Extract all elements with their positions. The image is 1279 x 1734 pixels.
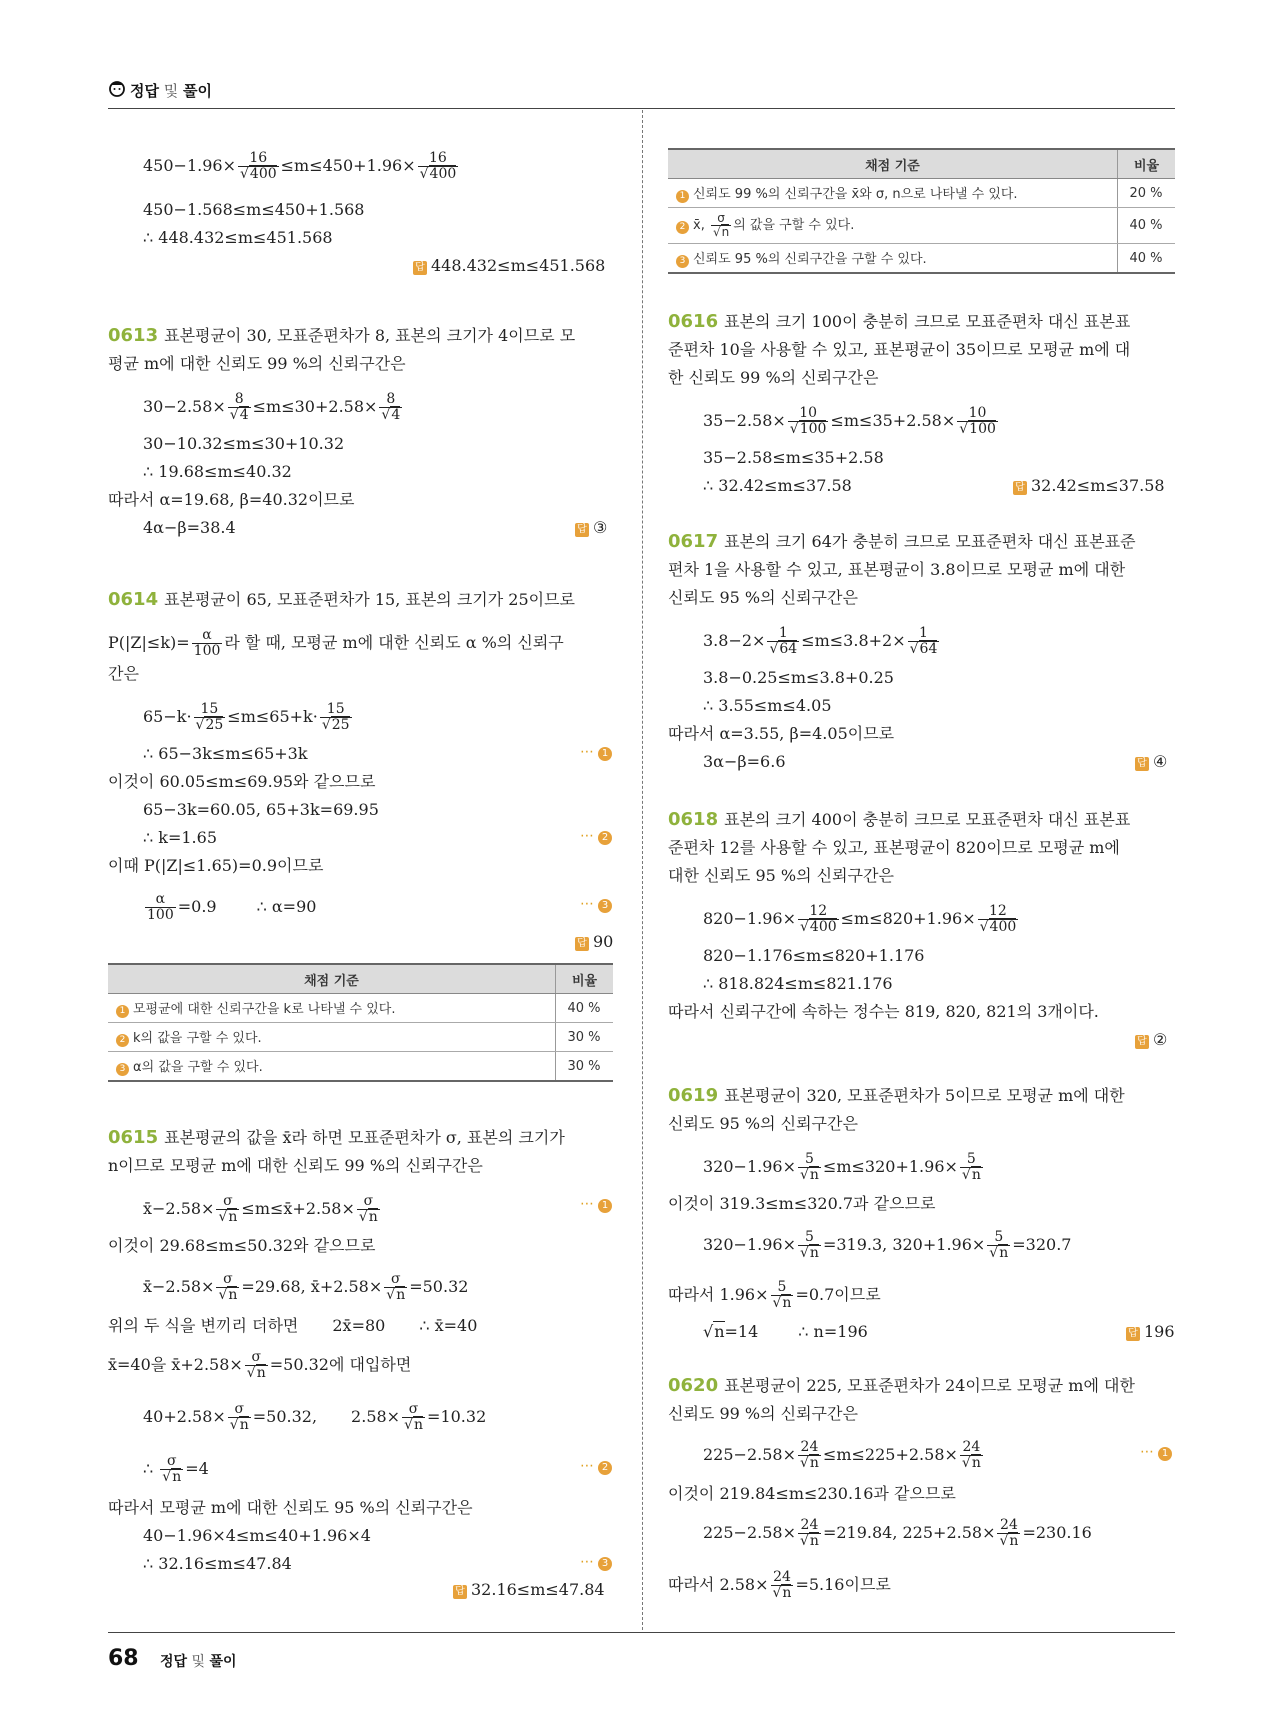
footer-rule [108,1632,1175,1633]
problem-text: 준편차 10을 사용할 수 있고, 표본평균이 35이므로 모평균 m에 대 [668,340,1131,359]
problem-number: 0614 [108,589,159,610]
answer: 답 90 [575,932,613,951]
problem-text: 한 신뢰도 99 %의 신뢰구간은 [668,368,879,387]
problem-text: 따라서 α=19.68, β=40.32이므로 [108,490,355,509]
equation: 3.8−2× $\frac{1}{√64}$ ≤m≤3.8+2× $\frac{1}{√64}$ [703,625,938,657]
problem-text: 이것이 319.3≤m≤320.7과 같으므로 [668,1194,936,1213]
table-header: 채점 기준 [668,149,1118,179]
problem-text: 위의 두 식을 변끼리 더하면 2x̄=80 ∴ x̄=40 [108,1316,478,1335]
problem-text: 0619 표본평균이 320, 모표준편차가 5이므로 모평균 m에 대한 [668,1085,1125,1106]
equation: ∴ 65−3k≤m≤65+3k [143,744,308,763]
page-number: 68 [108,1646,139,1671]
answer-icon: 답 [1126,1327,1140,1341]
header-rule [108,108,1175,109]
equation: ∴ $\frac{\sigma}{√n}$ =4 [143,1453,209,1485]
equation: x̄−2.58× $\frac{\sigma}{√n}$ =29.68, x̄+2.58× $\frac{\sigma}{√n}$ =50.32 [143,1271,469,1303]
table-row: 3 α의 값을 구할 수 있다. 30 % [108,1052,613,1082]
table-row: 2 k의 값을 구할 수 있다. 30 % [108,1023,613,1052]
answer: 답 ② [1135,1030,1167,1049]
problem-text: 따라서 신뢰구간에 속하는 정수는 819, 820, 821의 3개이다. [668,1002,1099,1021]
problem-text: P(|Z|≤k)= $\frac{\alpha}{100}$ 라 할 때, 모평균 m에 대한 신뢰도 α %의 신뢰구 [108,627,564,659]
answer: 답 32.16≤m≤47.84 [453,1580,605,1599]
answer-icon: 답 [1013,481,1027,495]
problem-number: 0617 [668,531,719,552]
equation: 35−2.58× $\frac{10}{√100}$ ≤m≤35+2.58× $\frac{10}{√100}$ [703,405,996,437]
problem-text: 이것이 219.84≤m≤230.16과 같으므로 [668,1484,956,1503]
problem-text: 0614 표본평균이 65, 모표준편차가 15, 표본의 크기가 25이므로 [108,589,575,610]
equation: 225−2.58× $\frac{24}{√n}$ =219.84, 225+2.58× $\frac{24}{√n}$ =230.16 [703,1517,1092,1549]
problem-text: 이것이 60.05≤m≤69.95와 같으므로 [108,772,376,791]
equation: ∴ 19.68≤m≤40.32 [143,462,292,481]
problem-text: 0613 표본평균이 30, 모표준편차가 8, 표본의 크기가 4이므로 모 [108,325,576,346]
equation: 65−k· $\frac{15}{√25}$ ≤m≤65+k· $\frac{15}{√25}$ [143,701,350,733]
answer-icon: 답 [1135,757,1149,771]
equation: 35−2.58≤m≤35+2.58 [703,448,884,467]
problem-text: x̄=40을 x̄+2.58× $\frac{\sigma}{√n}$ =50.32에 대입하면 [108,1349,412,1381]
answer-icon: 답 [1135,1035,1149,1049]
equation: √n=14 ∴ n=196 [703,1322,868,1341]
equation: 450−1.96× $\frac{16}{√400}$ ≤m≤450+1.96× $\frac{16}{√400}$ [143,150,457,182]
problem-number: 0613 [108,325,159,346]
equation: 65−3k=60.05, 65+3k=69.95 [143,800,379,819]
equation: ∴ 32.16≤m≤47.84 [143,1554,292,1573]
table-row: 3 신뢰도 95 %의 신뢰구간을 구할 수 있다. 40 % [668,244,1175,274]
answer-icon: 답 [453,1585,467,1599]
equation: ∴ 3.55≤m≤4.05 [703,696,832,715]
equation: 30−10.32≤m≤30+10.32 [143,434,345,453]
scoring-criteria-table [668,148,1175,274]
answer-icon: 답 [575,937,589,951]
equation: x̄−2.58× $\frac{\sigma}{√n}$ ≤m≤x̄+2.58× $\frac{\sigma}{√n}$ [143,1193,378,1225]
equation: ∴ 32.42≤m≤37.58 [703,476,852,495]
problem-text: 신뢰도 95 %의 신뢰구간은 [668,588,858,607]
page-header-title: 정답 및 풀이 [130,82,212,100]
problem-text: 0617 표본의 크기 64가 충분히 크므로 모표준편차 대신 표본표준 [668,531,1136,552]
problem-text: 평균 m에 대한 신뢰도 99 %의 신뢰구간은 [108,354,406,373]
step-marker: ⋯ 1 [1140,1444,1172,1461]
equation: 3α−β=6.6 [703,752,786,771]
problem-text: n이므로 모평균 m에 대한 신뢰도 99 %의 신뢰구간은 [108,1156,483,1175]
answer: 답 196 [1126,1322,1175,1341]
problem-text: 신뢰도 95 %의 신뢰구간은 [668,1114,858,1133]
equation: ∴ 448.432≤m≤451.568 [143,228,333,247]
table-header: 비율 [1118,149,1176,179]
equation: 30−2.58× $\frac{8}{√4}$ ≤m≤30+2.58× $\frac{8}{√4}$ [143,391,401,423]
table-row: 1 신뢰도 99 %의 신뢰구간을 x̄와 σ, n으로 나타낼 수 있다. 20 % [668,179,1175,208]
table-header: 채점 기준 [108,964,556,994]
step-marker: ⋯ 2 [580,1458,612,1475]
equation: 40−1.96×4≤m≤40+1.96×4 [143,1526,371,1545]
step-marker: ⋯ 2 [580,828,612,845]
equation: 820−1.96× $\frac{12}{√400}$ ≤m≤820+1.96× $\frac{12}{√400}$ [703,903,1017,935]
equation: 225−2.58× $\frac{24}{√n}$ ≤m≤225+2.58× $\frac{24}{√n}$ [703,1439,981,1471]
problem-text: 준편차 12를 사용할 수 있고, 표본평균이 820이므로 모평균 m에 [668,838,1120,857]
equation: 4α−β=38.4 [143,518,236,537]
equation: ∴ 818.824≤m≤821.176 [703,974,893,993]
problem-text: 이것이 29.68≤m≤50.32와 같으므로 [108,1236,376,1255]
problem-number: 0616 [668,311,719,332]
problem-text: 따라서 α=3.55, β=4.05이므로 [668,724,895,743]
step-marker: ⋯ 1 [580,1196,612,1213]
problem-number: 0619 [668,1085,719,1106]
problem-text: 0616 표본의 크기 100이 충분히 크므로 모표준편차 대신 표본표 [668,311,1131,332]
equation: 40+2.58× $\frac{\sigma}{√n}$ =50.32, 2.58× $\frac{\sigma}{√n}$ =10.32 [143,1401,487,1433]
answer: 답 32.42≤m≤37.58 [1013,476,1165,495]
answer: 답 ③ [575,518,607,537]
problem-number: 0620 [668,1375,719,1396]
problem-text: 간은 [108,664,139,683]
equation: $\frac{\alpha}{100}$ =0.9 ∴ α=90 [147,891,317,923]
equation: 3.8−0.25≤m≤3.8+0.25 [703,668,894,687]
problem-number: 0618 [668,809,719,830]
scoring-criteria-table [108,963,613,1082]
answer: 답 448.432≤m≤451.568 [413,256,605,275]
equation: 450−1.568≤m≤450+1.568 [143,200,365,219]
problem-text: 편차 1을 사용할 수 있고, 표본평균이 3.8이므로 모평균 m에 대한 [668,560,1126,579]
column-divider [642,110,643,1630]
problem-text: 따라서 모평균 m에 대한 신뢰도 95 %의 신뢰구간은 [108,1498,473,1517]
equation: ∴ k=1.65 [143,828,217,847]
problem-text: 이때 P(|Z|≤1.65)=0.9이므로 [108,856,324,875]
problem-text: 0620 표본평균이 225, 모표준편차가 24이므로 모평균 m에 대한 [668,1375,1135,1396]
table-header: 비율 [556,964,614,994]
step-marker: ⋯ 1 [580,744,612,761]
answer-icon: 답 [575,523,589,537]
step-marker: ⋯ 3 [580,1554,612,1571]
answer: 답 ④ [1135,752,1167,771]
equation: 820−1.176≤m≤820+1.176 [703,946,925,965]
equation: 320−1.96× $\frac{5}{√n}$ =319.3, 320+1.96× $\frac{5}{√n}$ =320.7 [703,1229,1072,1261]
answer-icon: 답 [413,261,427,275]
problem-text: 신뢰도 99 %의 신뢰구간은 [668,1404,858,1423]
problem-text: 0615 표본평균의 값을 x̄라 하면 모표준편차가 σ, 표본의 크기가 [108,1127,565,1148]
character-icon [108,79,126,97]
step-marker: ⋯ 3 [580,896,612,913]
table-row: 2 x̄, $\frac{\sigma}{√n}$ 의 값을 구할 수 있다. 40 % [668,208,1175,244]
problem-number: 0615 [108,1127,159,1148]
problem-text: 따라서 1.96× $\frac{5}{√n}$ =0.7이므로 [668,1279,881,1311]
problem-text: 0618 표본의 크기 400이 충분히 크므로 모표준편차 대신 표본표 [668,809,1131,830]
problem-text: 대한 신뢰도 95 %의 신뢰구간은 [668,866,894,885]
footer-title: 정답 및 풀이 [160,1654,237,1670]
problem-text: 따라서 2.58× $\frac{24}{√n}$ =5.16이므로 [668,1569,891,1601]
equation: 320−1.96× $\frac{5}{√n}$ ≤m≤320+1.96× $\frac{5}{√n}$ [703,1151,981,1183]
table-row: 1 모평균에 대한 신뢰구간을 k로 나타낼 수 있다. 40 % [108,994,613,1023]
